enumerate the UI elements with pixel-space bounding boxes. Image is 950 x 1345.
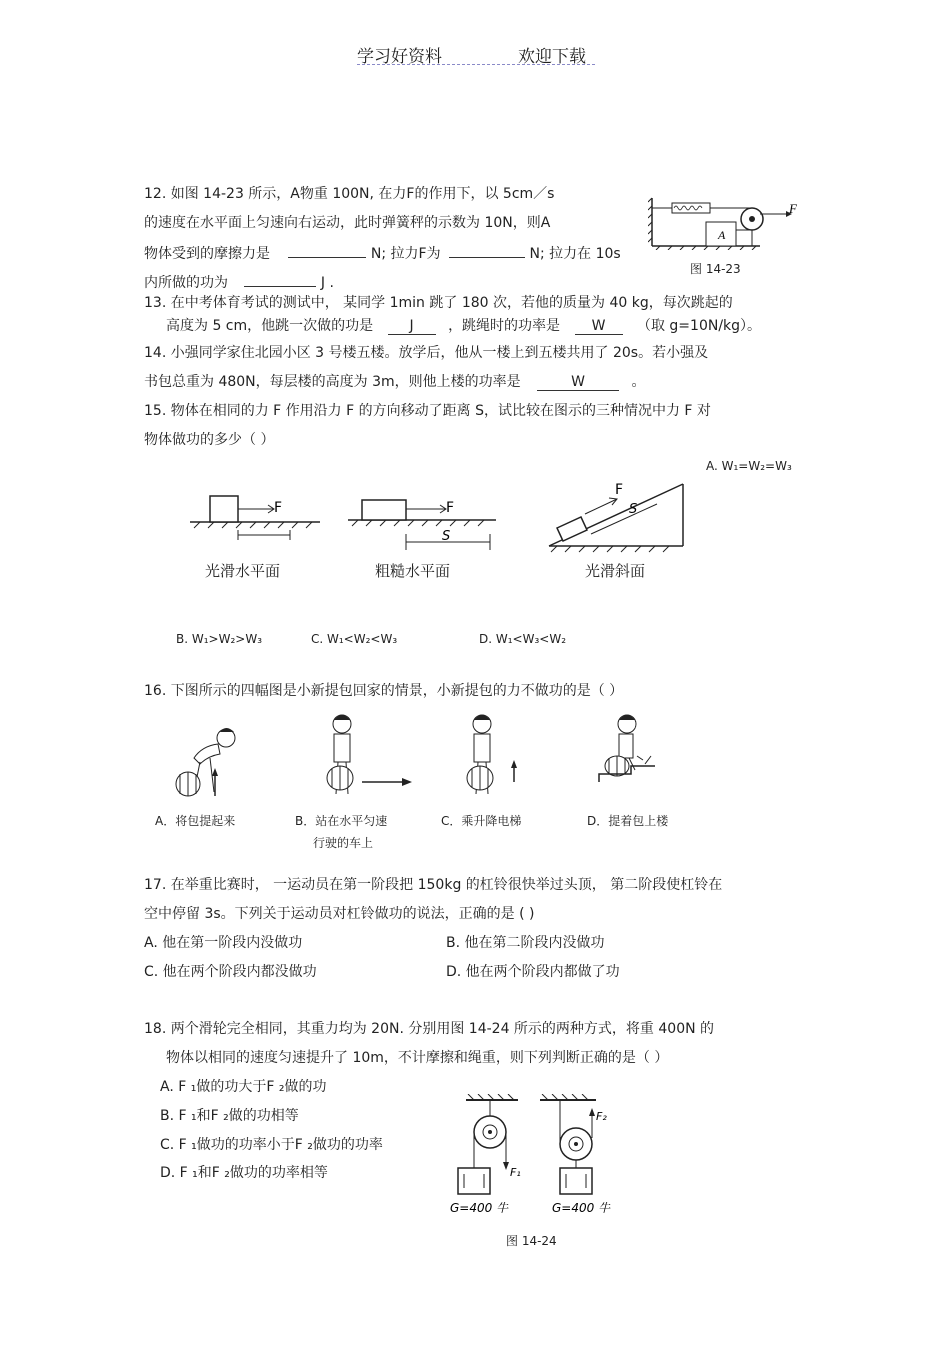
q12-line3 — [144, 241, 621, 263]
q15-label-rough-horizontal: 粗糙水平面 — [375, 562, 451, 580]
q15-fig2-dist: S — [442, 529, 451, 544]
q18-option-c: C. F ₁做功的功率小于F ₂做功的功率 — [160, 1137, 383, 1153]
q16-option-b-line1: B．站在水平匀速 — [295, 814, 388, 828]
q14-line1: 14. 小强同学家住北园小区 3 号楼五楼。放学后，他从一楼上到五楼共用了 20s。若小强及 — [144, 345, 709, 361]
q14-line2b: 。 — [631, 374, 646, 390]
q17-line1: 17. 在举重比赛时， 一运动员在第一阶段把 150kg 的杠铃很快举过头顶， 第二阶段使杠铃在 — [144, 877, 723, 893]
figure-14-24-caption: 图 14-24 — [506, 1234, 557, 1248]
q14-line2 — [144, 371, 646, 391]
q18-line1: 18. 两个滑轮完全相同，其重力均为 20N. 分别用图 14-24 所示的两种方式，将重 400N 的 — [144, 1021, 715, 1037]
q17-option-c: C. 他在两个阶段内都没做功 — [144, 964, 317, 980]
figure-14-24 — [448, 1094, 623, 1219]
q15-option-a: A. W₁=W₂=W₃ — [706, 459, 792, 473]
q18-option-b: B. F ₁和F ₂做的功相等 — [160, 1108, 299, 1124]
q12-line4 — [144, 270, 334, 292]
q17-line2: 空中停留 3s。下列关于运动员对杠铃做功的说法，正确的是 ( ) — [144, 906, 535, 922]
q12-line4a: 内所做的功为 — [144, 275, 228, 291]
q15-fig1-force: F — [274, 500, 283, 516]
q12-line3c: N; 拉力在 10s — [529, 246, 621, 262]
q13-blank-work: J — [388, 318, 436, 335]
fig-14-23-force-label: F — [789, 201, 797, 216]
q16-option-d: D．提着包上楼 — [587, 814, 669, 828]
header-divider — [357, 64, 595, 65]
q15-line1: 15. 物体在相同的力 F 作用沿力 F 的方向移动了距离 S，试比较在图示的三种情况中力 F 对 — [144, 403, 711, 419]
q12-line3b: N; 拉力F为 — [370, 246, 441, 262]
q12-line2: 的速度在水平面上匀速向右运动，此时弹簧秤的示数为 10N，则A — [144, 215, 551, 231]
q15-fig3-dist: S — [629, 502, 638, 517]
q14-blank-power: W — [537, 374, 619, 391]
q15-figure-rough-horizontal — [348, 490, 498, 555]
fig-14-24-force-1: F₁ — [510, 1166, 521, 1179]
q12-line3a: 物体受到的摩擦力是 — [144, 246, 270, 262]
q13-line1: 13. 在中考体育考试的测试中， 某同学 1min 跳了 180 次，若他的质量为 40 kg，每次跳起的 — [144, 295, 733, 311]
q15-label-smooth-horizontal: 光滑水平面 — [205, 562, 281, 580]
q15-option-c: C. W₁<W₂<W₃ — [311, 632, 398, 646]
q16-option-a: A．将包提起来 — [155, 814, 236, 828]
q12-blank-force — [449, 241, 525, 258]
header-left: 学习好资料 — [357, 47, 442, 67]
q18-option-d: D. F ₁和F ₂做功的功率相等 — [160, 1165, 328, 1181]
q15-figure-smooth-horizontal — [190, 490, 325, 540]
q15-label-smooth-incline: 光滑斜面 — [585, 562, 646, 580]
q16-figure-a-lift-bag — [170, 722, 250, 800]
fig-14-24-weight-1: G=400 牛 — [450, 1201, 509, 1215]
q17-option-b: B. 他在第二阶段内没做功 — [446, 935, 605, 951]
q16-line1: 16. 下图所示的四幅图是小新提包回家的情景，小新提包的力不做功的是（ ） — [144, 683, 624, 699]
q13-line2c: （取 g=10N/kg）。 — [636, 318, 762, 334]
q16-option-c: C．乘升降电梯 — [441, 814, 522, 828]
q12-line4b: J . — [320, 275, 334, 291]
q13-line2 — [166, 315, 761, 335]
figure-14-23-caption: 图 14-23 — [690, 262, 741, 276]
q17-option-a: A. 他在第一阶段内没做功 — [144, 935, 303, 951]
q12-blank-friction — [288, 241, 366, 258]
q13-line2b: ，跳绳时的功率是 — [448, 318, 561, 334]
q15-fig3-force: F — [615, 482, 624, 498]
q13-line2a: 高度为 5 cm，他跳一次做的功是 — [166, 318, 374, 334]
q17-option-d: D. 他在两个阶段内都做了功 — [446, 964, 620, 980]
q18-line2: 物体以相同的速度匀速提升了 10m，不计摩擦和绳重，则下列判断正确的是（ ） — [166, 1050, 669, 1066]
q18-option-a: A. F ₁做的功大于F ₂做的功 — [160, 1079, 327, 1095]
q16-option-b-line2: 行驶的车上 — [313, 836, 374, 850]
q14-line2a: 书包总重为 480N，每层楼的高度为 3m，则他上楼的功率是 — [144, 374, 521, 390]
fig-14-23-block-label: A — [718, 228, 726, 242]
q16-figure-c-elevator — [460, 712, 530, 800]
figure-14-23 — [648, 190, 808, 250]
q15-option-b: B. W₁>W₂>W₃ — [176, 632, 262, 646]
q15-option-d: D. W₁<W₃<W₂ — [479, 632, 567, 646]
q15-fig2-force: F — [446, 500, 455, 516]
q16-figure-b-on-vehicle — [318, 712, 418, 800]
fig-14-24-force-2: F₂ — [596, 1110, 607, 1123]
q15-figure-smooth-incline — [545, 478, 690, 553]
q15-line2: 物体做功的多少（ ） — [144, 432, 275, 448]
q16-figure-d-upstairs — [595, 712, 665, 787]
q13-blank-power: W — [575, 318, 623, 335]
q12-line1: 12. 如图 14-23 所示，A物重 100N, 在力F的作用下，以 5cm／s — [144, 186, 555, 202]
header-right: 欢迎下载 — [518, 47, 586, 67]
q12-blank-work — [244, 270, 316, 287]
fig-14-24-weight-2: G=400 牛 — [552, 1201, 611, 1215]
